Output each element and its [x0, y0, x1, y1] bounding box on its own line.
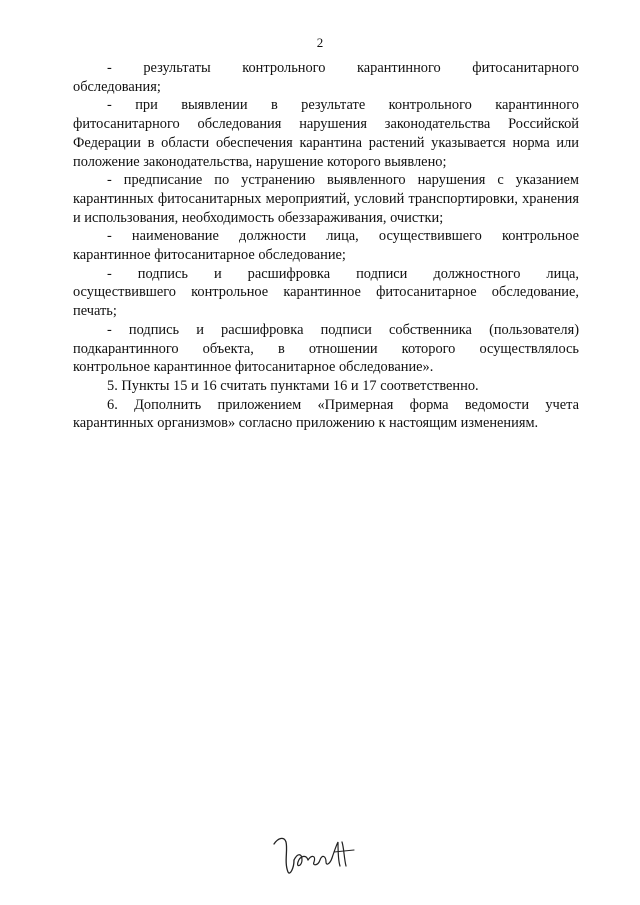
signature-drawing — [268, 832, 368, 880]
list-item-official-position: - наименование должности лица, осуществившего контрольное карантинное фитосанитарное обследование; — [73, 228, 579, 264]
paragraph-item-5: 5. Пункты 15 и 16 считать пунктами 16 и 17 соответственно. — [107, 377, 479, 394]
paragraph-item-6: 6. Дополнить приложением «Примерная форма ведомости учета карантинных организмов» согласно приложению к настоящим изменениям. — [73, 396, 579, 432]
list-item-violation-norm: - при выявлении в результате контрольного карантинного фитосанитарного обследования нарушения законодательства Российской Федерации в области обеспечения карантина растений указывается норма или положение законодательства, нарушение которого выявлено; — [73, 97, 579, 170]
handwritten-signature-icon — [268, 832, 368, 880]
list-item-results: - результаты контрольного карантинного фитосанитарного обследования; — [73, 60, 579, 95]
page-number: 2 — [316, 35, 324, 50]
list-item-official-signature: - подпись и расшифровка подписи должностного лица, осуществившего контрольное карантинное фитосанитарное обследование, печать; — [73, 265, 579, 320]
list-item-owner-signature: - подпись и расшифровка подписи собственника (пользователя) подкарантинного объекта, в отношении которого осуществлялось контрольное карантинное фитосанитарное обследование». — [73, 321, 579, 376]
list-item-prescription: - предписание по устранению выявленного нарушения с указанием карантинных фитосанитарных мероприятий, условий транспортировки, хранения и использования, необходимость обеззараживания, очистки; — [73, 172, 579, 226]
document-body — [73, 59, 579, 433]
